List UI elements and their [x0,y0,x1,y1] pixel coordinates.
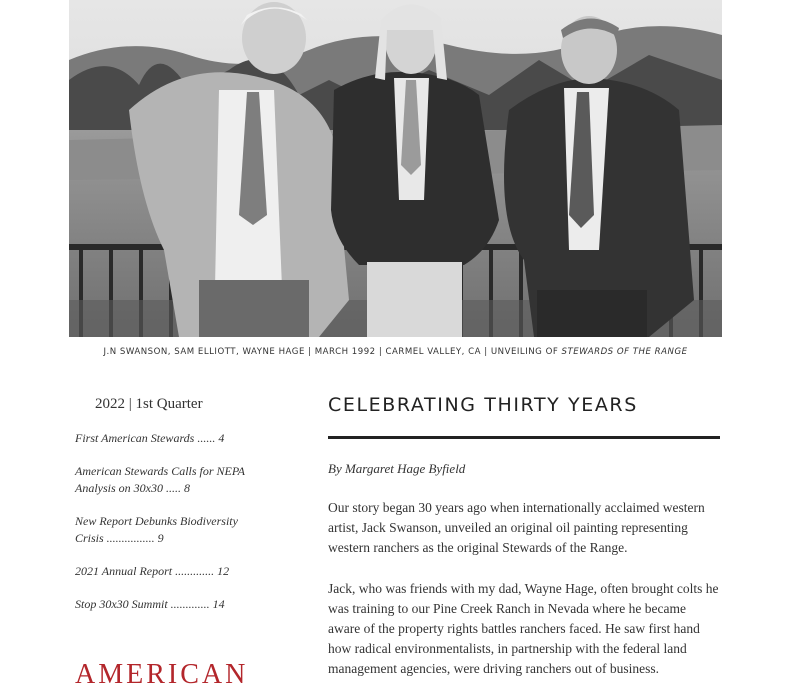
toc-link[interactable]: First American Stewards ...... 4 [75,431,225,445]
toc-item-stop-30x30-summit[interactable] [75,596,245,613]
article-byline: By Margaret Hage Byfield [328,461,466,476]
sidebar [75,396,245,613]
article-headline: CELEBRATING THIRTY YEARS [328,394,638,416]
toc-link[interactable]: 2021 Annual Report ............. 12 [75,564,230,578]
toc-item-biodiversity-crisis[interactable] [75,513,245,547]
photograph-three-men-icon [69,0,722,337]
article-paragraph-2: Jack, who was friends with my dad, Wayne Hage, often brought colts he was training to our Pine Creek Ranch in Nevada where he became aware of the property rights battles ranchers faced. He saw first hand how radical environmentalists, in partnership with the federal land management agencies, were driving ranchers out of business. [328,581,719,676]
photo-caption-title: STEWARDS OF THE RANGE [561,347,688,357]
toc-link[interactable]: Stop 30x30 Summit ............. 14 [75,597,225,611]
toc-item-first-american-stewards[interactable] [75,430,245,447]
brand-logo-text: AMERICAN [75,659,249,690]
issue-label: 2022 | 1st Quarter [95,396,203,412]
table-of-contents [75,430,245,613]
photo-caption-text: J.N SWANSON, SAM ELLIOTT, WAYNE HAGE | MARCH 1992 | CARMEL VALLEY, CA | UNVEILING OF [103,347,562,357]
article-paragraph-1: Our story began 30 years ago when internationally acclaimed western artist, Jack Swanson, unveiled an original oil painting representing western ranchers as the original Stewards of the Range. [328,500,705,555]
toc-link[interactable]: New Report Debunks Biodiversity Crisis ................ 9 [75,514,238,545]
photo-caption [69,347,722,357]
article [328,394,720,679]
toc-item-annual-report[interactable] [75,563,245,580]
toc-item-nepa-analysis[interactable] [75,463,245,497]
toc-link[interactable]: American Stewards Calls for NEPA Analysis on 30x30 ..... 8 [75,464,245,495]
cover-photo [69,0,722,337]
headline-divider [328,436,720,439]
